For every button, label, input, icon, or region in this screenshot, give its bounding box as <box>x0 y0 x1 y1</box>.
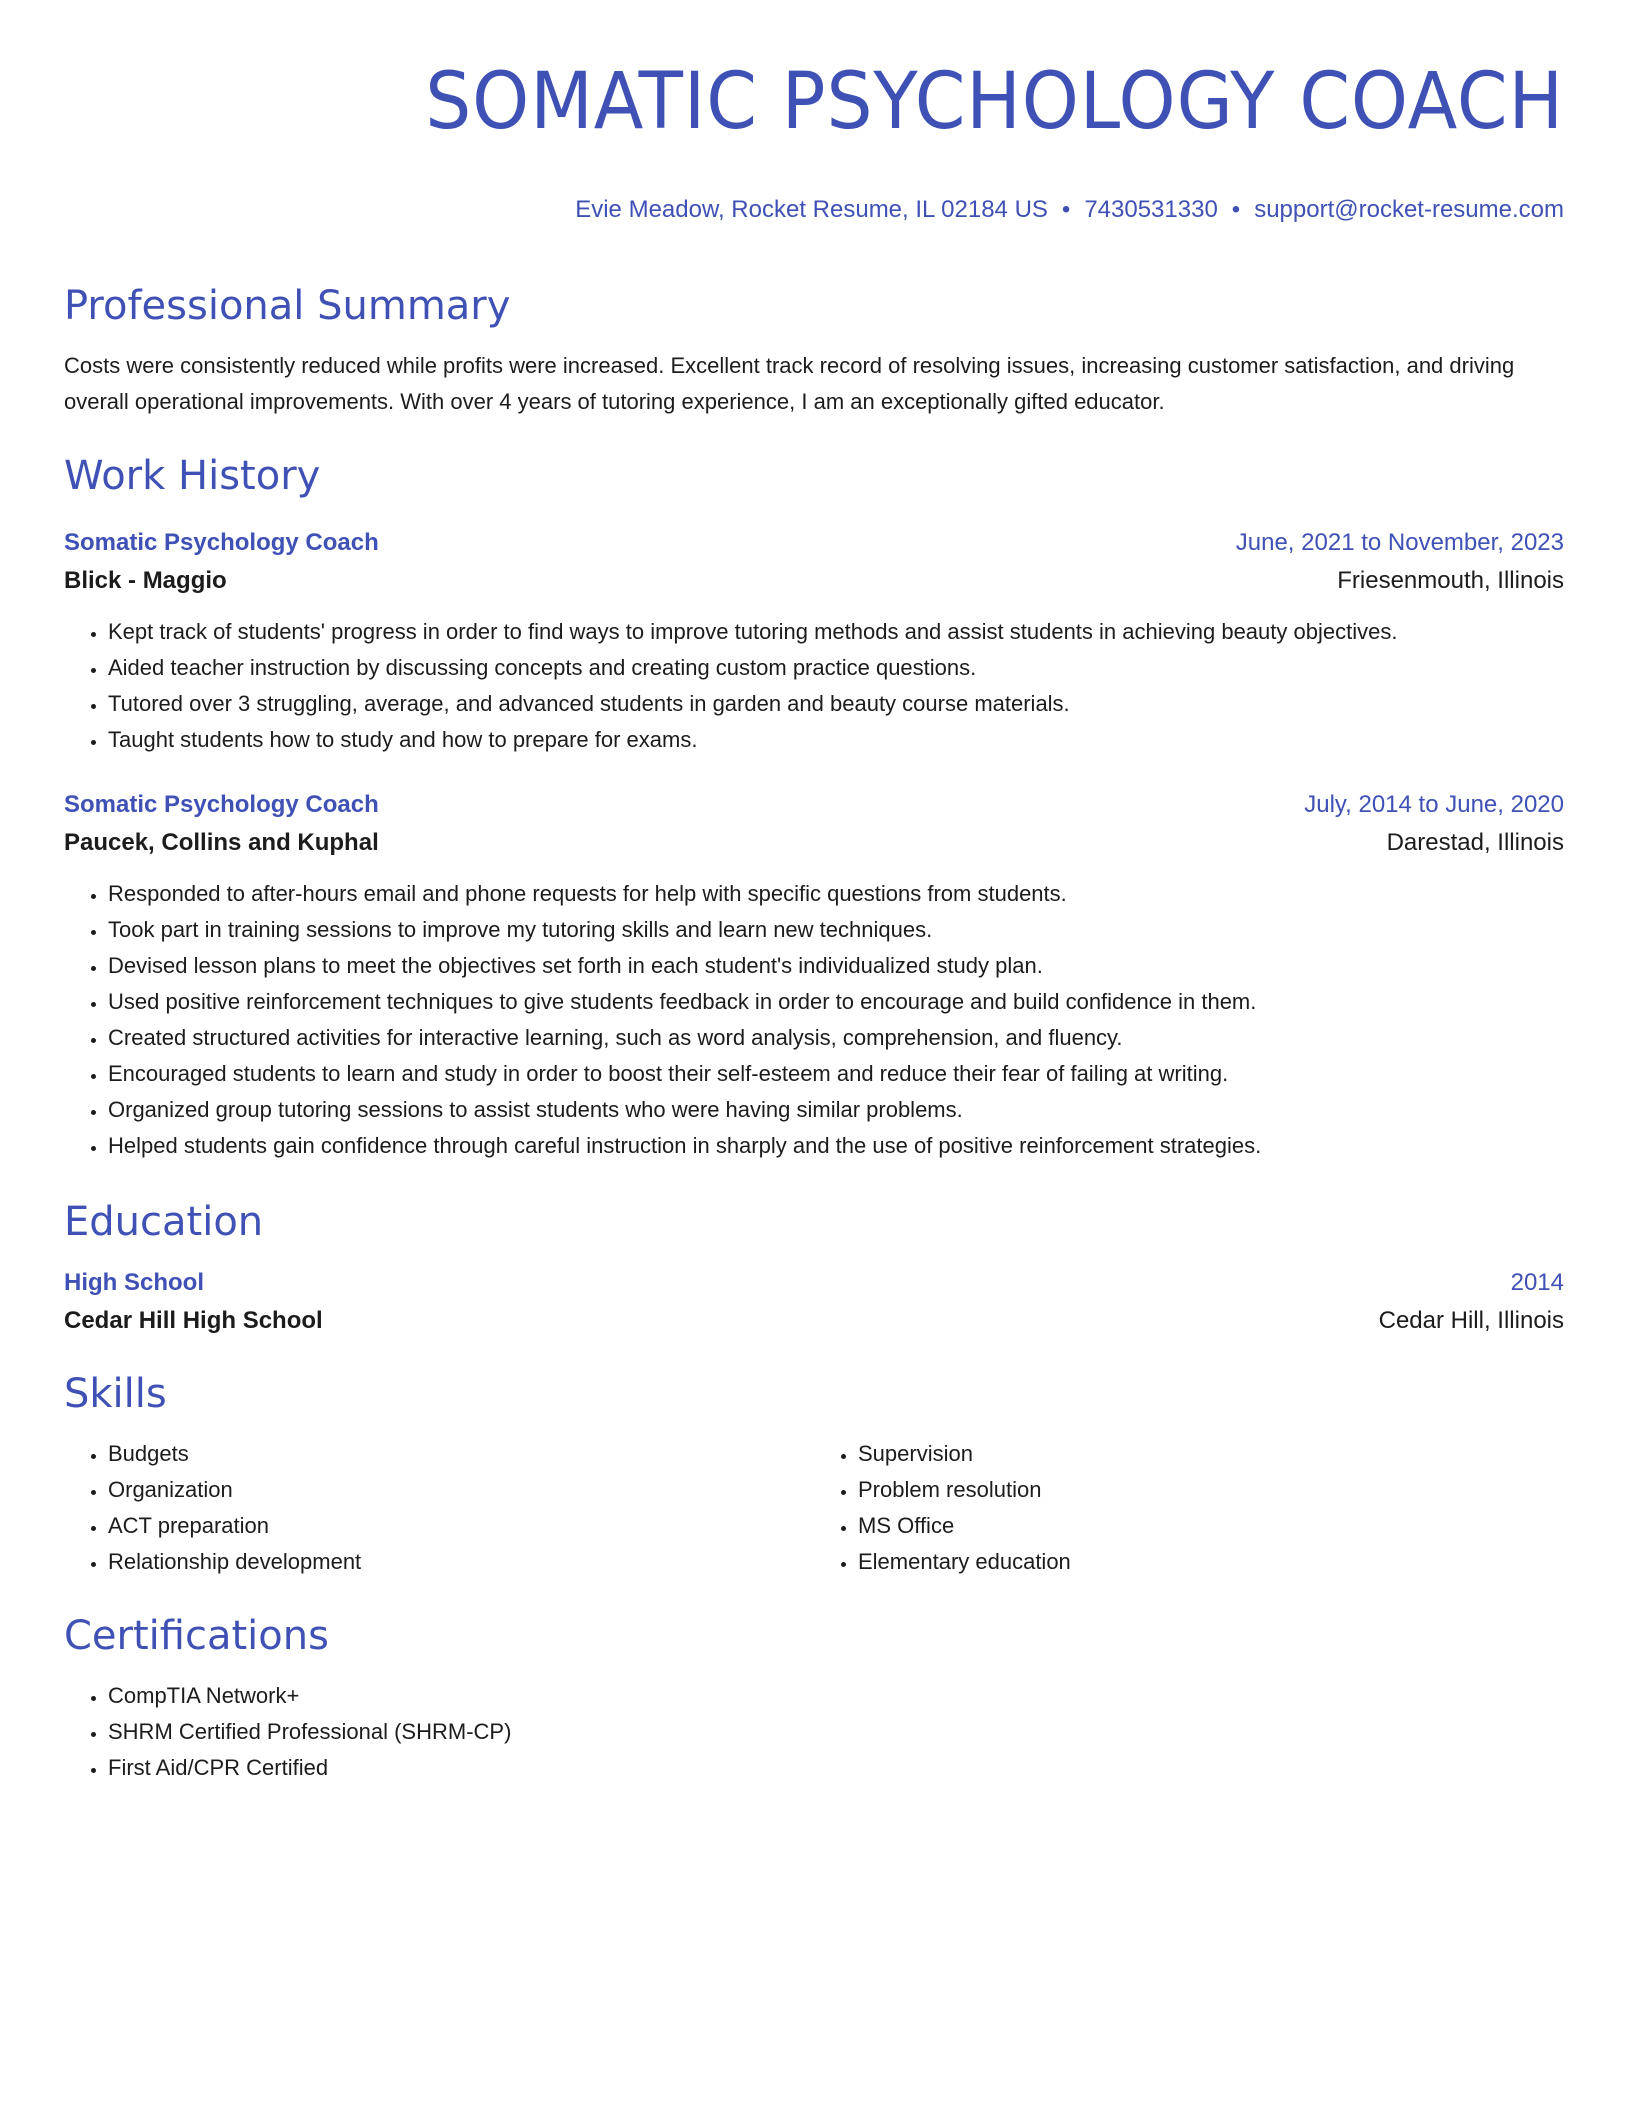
skill-item: • ACT preparation <box>108 1508 814 1544</box>
job-bullet: • Helped students gain confidence through careful instruction in sharply and the use of positive reinforcement strategies. <box>108 1128 1564 1164</box>
resume-header <box>64 0 1564 228</box>
certifications-heading: Certifications <box>64 1613 329 1659</box>
contact-address: Evie Meadow, Rocket Resume, IL 02184 US <box>575 196 1048 223</box>
certification-item: • CompTIA Network+ <box>108 1678 1564 1714</box>
resume-page <box>64 0 1564 1786</box>
skills-list-left <box>64 1436 814 1580</box>
education-year: 2014 <box>1510 1269 1564 1296</box>
job-title-row <box>64 786 1564 824</box>
certification-item: • First Aid/CPR Certified <box>108 1750 1564 1786</box>
job-bullet: • Kept track of students' progress in order to find ways to improve tutoring methods and assist students in achieving beauty objectives. <box>108 614 1564 650</box>
contact-separator: • <box>1061 196 1071 223</box>
resume-title: SOMATIC PSYCHOLOGY COACH <box>425 57 1565 147</box>
skill-item: • Problem resolution <box>858 1472 1564 1508</box>
contact-separator: • <box>1231 196 1241 223</box>
education-degree: High School <box>64 1269 204 1296</box>
job-entry <box>64 786 1564 1164</box>
work-history-heading: Work History <box>64 453 321 499</box>
job-title: Somatic Psychology Coach <box>64 791 379 818</box>
job-bullet: • Encouraged students to learn and study in order to boost their self-esteem and reduce their fear of failing at writing. <box>108 1056 1564 1092</box>
job-dates: July, 2014 to June, 2020 <box>1304 791 1564 818</box>
job-entry <box>64 524 1564 758</box>
job-location: Friesenmouth, Illinois <box>1337 567 1564 594</box>
job-location: Darestad, Illinois <box>1386 829 1564 856</box>
skill-item: • MS Office <box>858 1508 1564 1544</box>
job-company-row <box>64 824 1564 862</box>
job-bullet: • Organized group tutoring sessions to assist students who were having similar problems. <box>108 1092 1564 1128</box>
job-bullet: • Tutored over 3 struggling, average, and advanced students in garden and beauty course materials. <box>108 686 1564 722</box>
certifications-list <box>64 1678 1564 1786</box>
job-bullet: • Took part in training sessions to improve my tutoring skills and learn new techniques. <box>108 912 1564 948</box>
job-title: Somatic Psychology Coach <box>64 529 379 556</box>
education-degree-row <box>64 1264 1564 1302</box>
skill-item: • Budgets <box>108 1436 814 1472</box>
job-dates: June, 2021 to November, 2023 <box>1235 529 1564 556</box>
education-location: Cedar Hill, Illinois <box>1378 1307 1564 1334</box>
skill-item: • Organization <box>108 1472 814 1508</box>
job-company-row <box>64 562 1564 600</box>
certification-item: • SHRM Certified Professional (SHRM-CP) <box>108 1714 1564 1750</box>
job-bullets <box>64 876 1564 1164</box>
contact-email: support@rocket-resume.com <box>1254 196 1564 223</box>
skills-list-right <box>814 1436 1564 1580</box>
summary-heading: Professional Summary <box>64 283 511 329</box>
job-bullet: • Created structured activities for interactive learning, such as word analysis, comprehension, and fluency. <box>108 1020 1564 1056</box>
education-school-row <box>64 1302 1564 1340</box>
job-bullet: • Aided teacher instruction by discussing concepts and creating custom practice questions. <box>108 650 1564 686</box>
contact-phone: 7430531330 <box>1084 196 1218 223</box>
job-bullet: • Taught students how to study and how to prepare for exams. <box>108 722 1564 758</box>
job-company: Blick - Maggio <box>64 567 227 594</box>
skills-heading: Skills <box>64 1371 167 1417</box>
job-company: Paucek, Collins and Kuphal <box>64 829 379 856</box>
job-bullet: • Responded to after-hours email and phone requests for help with specific questions from students. <box>108 876 1564 912</box>
job-title-row <box>64 524 1564 562</box>
skill-item: • Elementary education <box>858 1544 1564 1580</box>
skill-item: • Supervision <box>858 1436 1564 1472</box>
education-school: Cedar Hill High School <box>64 1307 323 1334</box>
summary-text: Costs were consistently reduced while profits were increased. Excellent track record of resolving issues, increasing customer satisfaction, and driving overall operational improvements. With over 4 years of tutoring experience, I am an exceptionally gifted educator. <box>64 353 1515 414</box>
contact-line <box>64 192 1564 228</box>
job-bullets <box>64 614 1564 758</box>
skills-grid <box>64 1422 1564 1580</box>
education-heading: Education <box>64 1199 264 1245</box>
education-entry <box>64 1264 1564 1340</box>
job-bullet: • Devised lesson plans to meet the objectives set forth in each student's individualized study plan. <box>108 948 1564 984</box>
skill-item: • Relationship development <box>108 1544 814 1580</box>
job-bullet: • Used positive reinforcement techniques to give students feedback in order to encourage and build confidence in them. <box>108 984 1564 1020</box>
